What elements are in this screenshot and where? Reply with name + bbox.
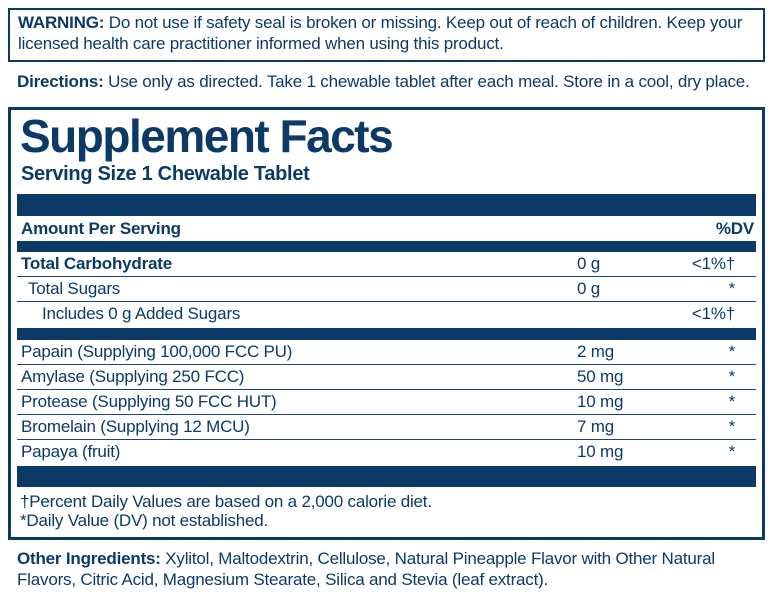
directions-text: Use only as directed. Take 1 chewable tablet after each meal. Store in a cool, dry place. <box>103 72 750 92</box>
nutrient-row-dv: <1%† <box>691 304 735 324</box>
other-ingredients <box>8 549 765 590</box>
ingredient-rows <box>17 340 756 464</box>
ingredient-row <box>17 340 756 365</box>
other-ingredients-text: Xylitol, Maltodextrin, Cellulose, Natural Pineapple Flavor with Other Natural Flavors, Citric Acid, Magnesium Stearate, Silica and Stevia (leaf extract). <box>17 549 715 590</box>
nutrient-row-name: Includes 0 g Added Sugars <box>42 304 241 324</box>
ingredient-row-dv: * <box>728 342 735 362</box>
amount-per-serving-header: Amount Per Serving <box>21 218 181 238</box>
nutrient-row-amount: 0 g <box>577 254 601 274</box>
directions-label: Directions: <box>17 72 104 92</box>
footnote-daily-value: †Percent Daily Values are based on a 2,000 calorie diet. <box>20 492 432 512</box>
ingredient-row <box>17 415 756 440</box>
ingredient-row-name: Papaya (fruit) <box>21 442 121 462</box>
ingredient-row-name: Protease (Supplying 50 FCC HUT) <box>21 392 277 412</box>
nutrient-row-dv: <1%† <box>691 254 735 274</box>
footnote-asterisk: *Daily Value (DV) not established. <box>20 511 269 531</box>
ingredient-row-name: Bromelain (Supplying 12 MCU) <box>21 417 250 437</box>
ingredient-row-dv: * <box>728 417 735 437</box>
ingredient-row-amount: 7 mg <box>577 417 614 437</box>
ingredient-row-dv: * <box>728 442 735 462</box>
separator-bar-top <box>17 194 756 216</box>
supplement-facts-panel <box>8 107 765 540</box>
ingredient-row-dv: * <box>728 367 735 387</box>
separator-bar-mid-2 <box>17 328 756 340</box>
ingredient-row-dv: * <box>728 392 735 412</box>
footnotes <box>17 487 756 537</box>
ingredient-row <box>17 365 756 390</box>
serving-size: Serving Size 1 Chewable Tablet <box>21 163 310 186</box>
nutrient-row-name: Total Sugars <box>28 279 121 299</box>
nutrient-row <box>17 277 756 302</box>
ingredient-row-amount: 10 mg <box>577 442 624 462</box>
column-header-row <box>17 216 756 241</box>
supplement-facts-title: Supplement Facts <box>20 110 393 163</box>
warning-label: WARNING: <box>18 13 105 32</box>
warning-box <box>8 8 765 62</box>
ingredient-row-amount: 10 mg <box>577 392 624 412</box>
dv-header: %DV <box>715 218 754 238</box>
ingredient-row <box>17 390 756 415</box>
separator-bar-bottom <box>17 466 756 487</box>
other-ingredients-label: Other Ingredients: <box>17 549 161 569</box>
ingredient-row-name: Papain (Supplying 100,000 FCC PU) <box>21 342 293 362</box>
directions <box>8 72 765 93</box>
ingredient-row-amount: 50 mg <box>577 367 624 387</box>
nutrient-row-name: Total Carbohydrate <box>21 254 172 274</box>
warning-text: Do not use if safety seal is broken or missing. Keep out of reach of children. Keep your licensed health care practitioner informed when using this product. <box>18 13 743 53</box>
ingredient-row <box>17 440 756 464</box>
nutrient-row-amount: 0 g <box>577 279 601 299</box>
ingredient-row-amount: 2 mg <box>577 342 614 362</box>
nutrient-row-dv: * <box>728 279 735 299</box>
separator-bar-mid-1 <box>17 241 756 252</box>
ingredient-row-name: Amylase (Supplying 250 FCC) <box>21 367 245 387</box>
nutrient-row <box>17 252 756 277</box>
nutrient-rows <box>17 252 756 326</box>
nutrient-row <box>17 302 756 326</box>
